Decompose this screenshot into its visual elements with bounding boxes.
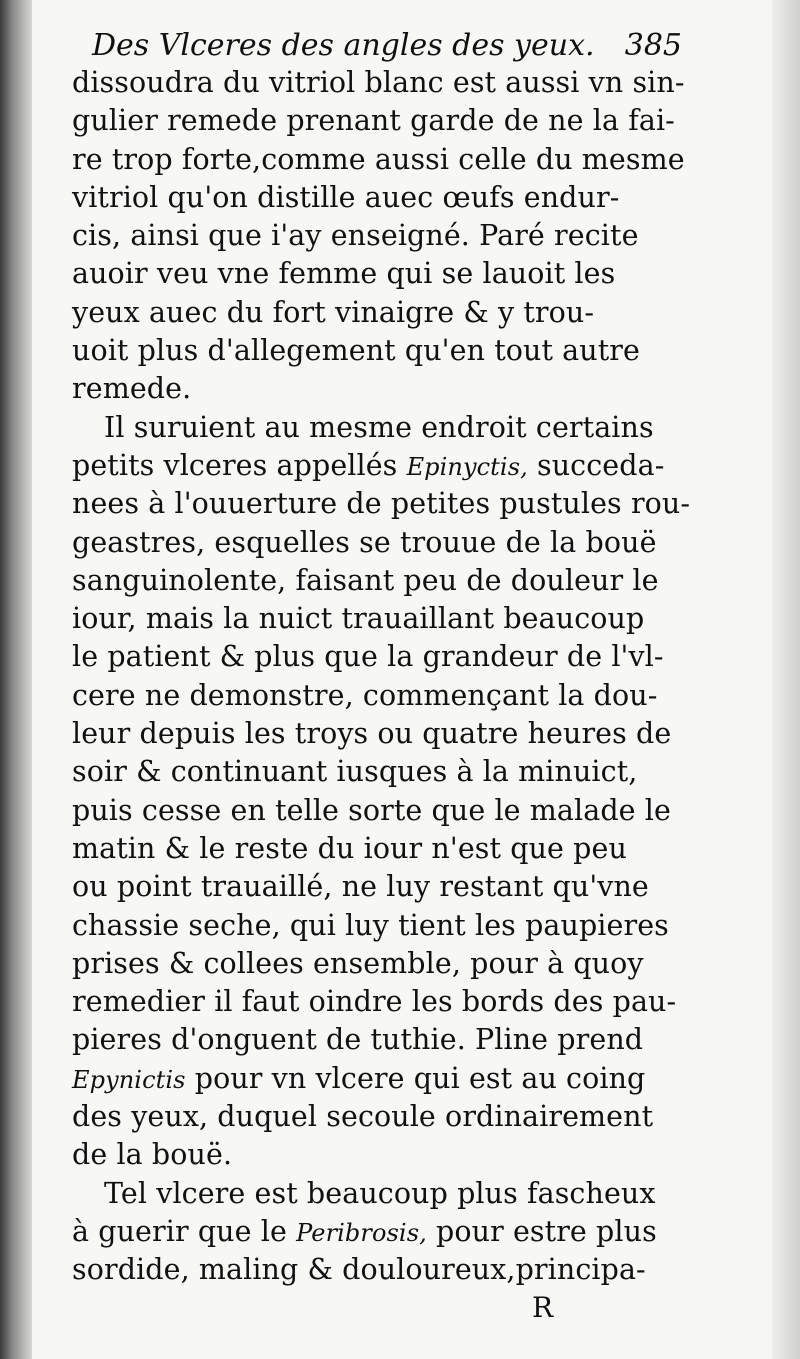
text-block — [72, 28, 691, 1290]
line-text: chassie seche, qui luy tient les paupieres — [72, 908, 669, 942]
text-line — [72, 1251, 682, 1289]
page-number: 385 — [624, 28, 682, 63]
text-line — [72, 1098, 682, 1136]
line-text: le patient & plus que la grandeur de l'vl- — [72, 640, 664, 674]
line-text: succeda- — [527, 448, 665, 482]
line-text: remede. — [72, 372, 192, 406]
text-line — [72, 332, 682, 370]
page-edge — [772, 0, 800, 1359]
line-text: cis, ainsi que i'ay enseigné. Paré recite — [72, 219, 639, 253]
text-line — [72, 983, 682, 1021]
text-line — [72, 600, 682, 638]
line-text: prises & collees ensemble, pour à quoy — [72, 946, 644, 980]
line-text: soir & continuant iusques à la minuict, — [72, 755, 638, 789]
line-text: pour estre plus — [426, 1214, 657, 1248]
text-line — [72, 409, 682, 447]
line-text: Il suruient au mesme endroit certains — [104, 410, 654, 444]
text-line — [72, 907, 682, 945]
line-text: des yeux, duquel secoule ordinairement — [72, 1100, 654, 1134]
text-line — [72, 677, 682, 715]
page-gutter-shadow — [0, 0, 32, 1359]
line-text: petits vlceres appellés — [72, 448, 407, 482]
line-text: re trop forte,comme aussi celle du mesme — [72, 142, 685, 176]
line-text: pieres d'onguent de tuthie. Pline prend — [72, 1023, 644, 1057]
line-text: uoit plus d'allegement qu'en tout autre — [72, 334, 640, 368]
line-text: puis cesse en telle sorte que le malade le — [72, 793, 671, 827]
line-text: pour vn vlcere qui est au coing — [185, 1061, 646, 1095]
text-line — [72, 1136, 682, 1174]
line-text: leur depuis les troys ou quatre heures de — [72, 717, 672, 751]
text-line — [72, 1175, 682, 1213]
line-text: nees à l'ouuerture de petites pustules rou- — [72, 487, 691, 521]
text-line — [72, 524, 682, 562]
text-line — [72, 1060, 682, 1098]
text-line — [72, 830, 682, 868]
italic-term: Epinyctis, — [406, 452, 528, 481]
line-text: sanguinolente, faisant peu de douleur le — [72, 563, 659, 597]
text-line — [72, 1213, 682, 1251]
text-line — [72, 179, 682, 217]
line-text: de la bouë. — [72, 1138, 233, 1172]
line-text: ou point trauaillé, ne luy restant qu'vne — [72, 870, 649, 904]
italic-term: Epynictis — [72, 1065, 186, 1094]
text-line — [72, 370, 682, 408]
text-line — [72, 868, 682, 906]
running-head-title: Des Vlceres des angles des yeux. — [92, 28, 595, 63]
text-line — [72, 1021, 682, 1059]
text-line — [72, 255, 682, 293]
text-line — [72, 294, 682, 332]
italic-term: Peribrosis, — [296, 1218, 427, 1247]
line-text: gulier remede prenant garde de ne la fai- — [72, 104, 675, 138]
paragraph — [72, 1175, 682, 1290]
text-line — [72, 562, 682, 600]
line-text: auoir veu vne femme qui se lauoit les — [72, 257, 616, 291]
text-line — [72, 217, 682, 255]
body-text — [72, 64, 691, 1290]
text-line — [72, 102, 682, 140]
signature-mark: R — [532, 1291, 554, 1324]
line-text: à guerir que le — [72, 1214, 297, 1248]
text-line — [72, 638, 682, 676]
text-line — [72, 485, 691, 523]
line-text: geastres, esquelles se trouue de la bouë — [72, 525, 657, 559]
line-text: sordide, maling & douloureux,principa- — [72, 1253, 646, 1287]
text-line — [72, 64, 685, 102]
line-text: vitriol qu'on distille auec œufs endur- — [72, 180, 620, 214]
text-line — [72, 792, 682, 830]
running-head — [72, 28, 682, 64]
line-text: matin & le reste du iour n'est que peu — [72, 831, 627, 865]
text-line — [72, 753, 682, 791]
text-line — [72, 715, 682, 753]
line-text: dissoudra du vitriol blanc est aussi vn sin- — [72, 66, 685, 99]
line-text: yeux auec du fort vinaigre & y trou- — [72, 295, 595, 329]
text-line — [72, 447, 682, 485]
text-line — [72, 945, 682, 983]
text-line — [72, 141, 685, 179]
line-text: remedier il faut oindre les bords des pau- — [72, 985, 677, 1019]
line-text: iour, mais la nuict trauaillant beaucoup — [72, 602, 645, 636]
line-text: Tel vlcere est beaucoup plus fascheux — [104, 1176, 656, 1210]
paragraph — [72, 64, 685, 409]
paragraph — [72, 409, 691, 1175]
line-text: cere ne demonstre, commençant la dou- — [72, 678, 658, 712]
